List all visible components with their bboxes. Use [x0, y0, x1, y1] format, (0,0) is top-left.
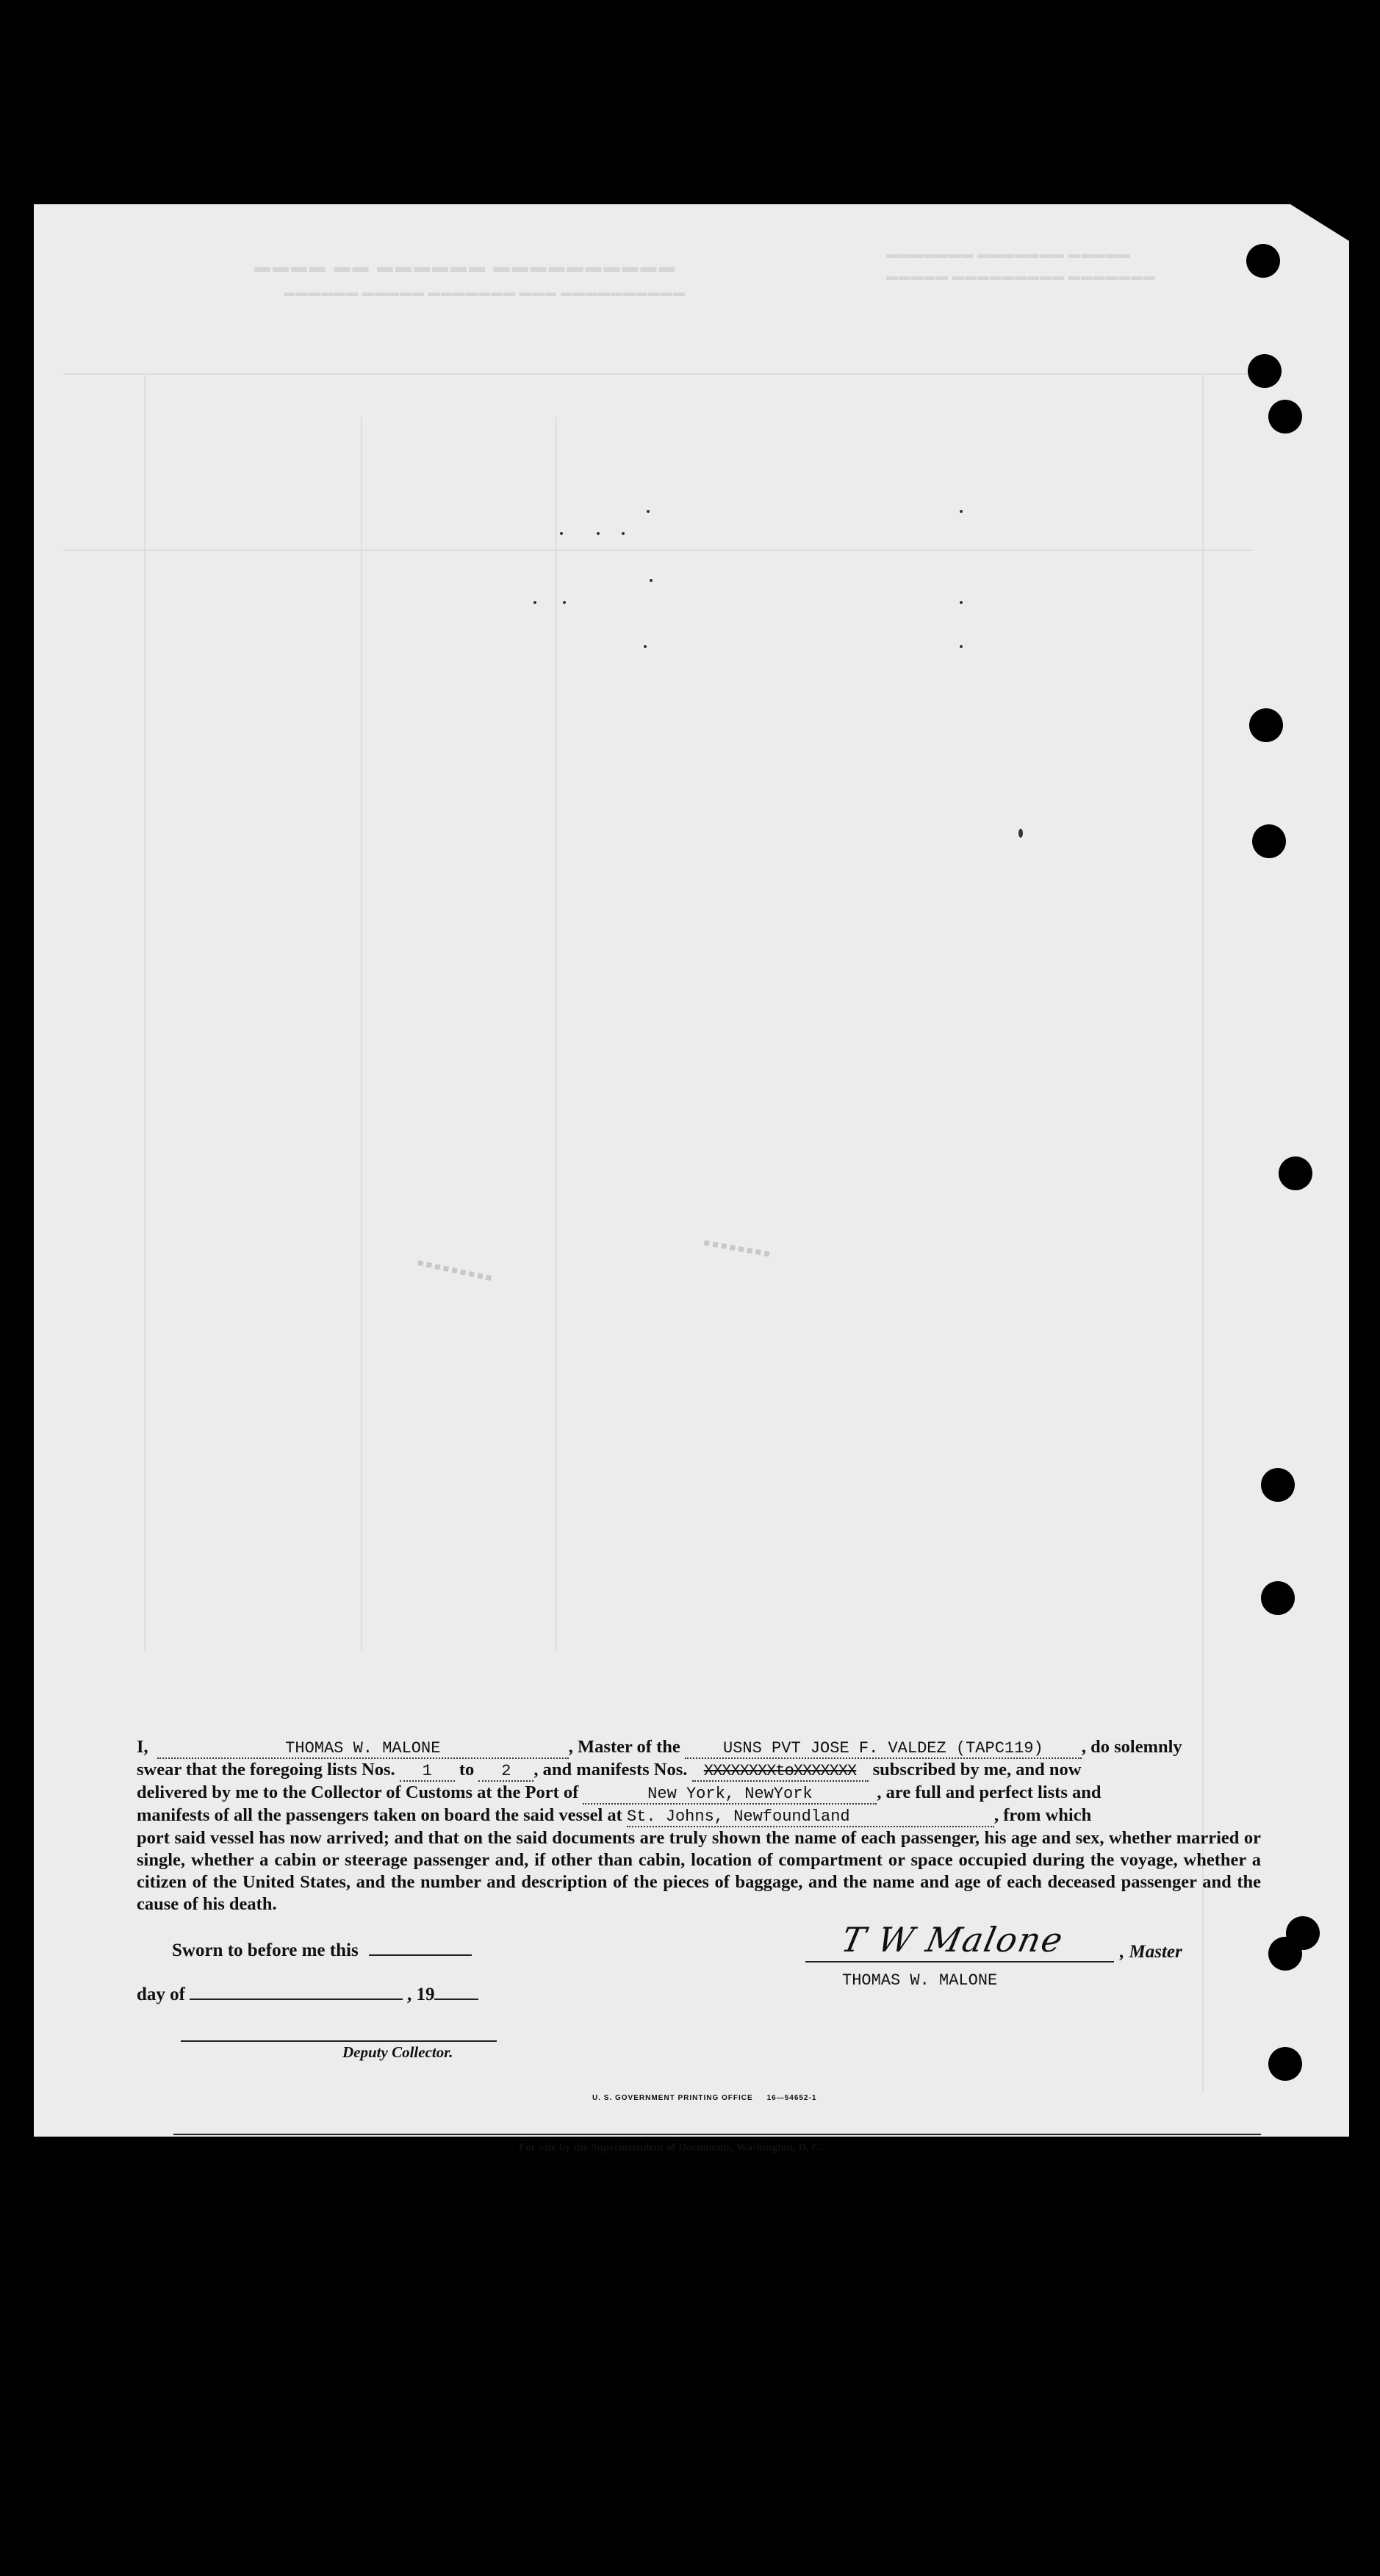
to-text: to	[459, 1760, 475, 1780]
punch-hole	[1249, 708, 1283, 742]
vessel-name-field: USNS PVT JOSE F. VALDEZ (TAPC119)	[685, 1740, 1082, 1759]
manifests-text: , and manifests Nos.	[533, 1760, 688, 1780]
bleed-through-rule	[63, 373, 1254, 375]
master-signature-line	[805, 1961, 1114, 1962]
master-label: , Master	[1120, 1942, 1182, 1962]
master-typed-name: THOMAS W. MALONE	[842, 1971, 998, 1990]
deputy-signature-line	[181, 2040, 497, 2042]
master-signature: T W Malone	[838, 1920, 1068, 1960]
punch-hole	[1246, 244, 1280, 278]
day-of-row	[137, 1985, 478, 2005]
bleed-through-column	[556, 417, 557, 1652]
manifests-struck-field: XXXXXXXXtoXXXXXXX	[692, 1763, 869, 1782]
punch-hole	[1261, 1581, 1295, 1615]
oath-line-3	[137, 1782, 1261, 1805]
oath-intro: I,	[137, 1737, 148, 1757]
faded-stamp: ▪▪▪▪▪▪▪▪	[701, 1234, 773, 1262]
punch-hole	[1261, 1468, 1295, 1502]
from-which-text: , from which	[993, 1805, 1092, 1825]
punch-hole	[1268, 400, 1302, 433]
punch-hole	[1279, 1156, 1312, 1190]
bleed-through-rule	[63, 550, 1254, 551]
punch-hole	[1268, 2047, 1302, 2081]
sworn-row	[172, 1940, 472, 1961]
punch-hole	[1252, 824, 1286, 858]
year-prefix: , 19	[406, 1985, 435, 2004]
manifests-all-text: manifests of all the passengers taken on board the said vessel at	[137, 1805, 622, 1825]
deputy-collector-label: Deputy Collector.	[342, 2043, 453, 2061]
oath-body: port said vessel has now arrived; and that on the said documents are truly shown the name of each passenger, his age and sex, whether married or single, whether a cabin or steerage passenger and, if other than cabin, location of compartment or space occupied during the voyage, whether a citizen of the United States, and the number and description of the pieces of baggage, and the name and age of each deceased passenger and the cause of his death.	[137, 1828, 1261, 1914]
day-of-text: day of	[137, 1985, 185, 2004]
footer-rule	[173, 2134, 1261, 2135]
swear-text: swear that the foregoing lists Nos.	[137, 1760, 395, 1780]
bleed-through-notes-2: ▬▬▬▬▬ ▬▬▬▬▬▬▬▬▬ ▬▬▬▬▬▬▬	[886, 270, 1156, 283]
sworn-blank	[369, 1954, 472, 1956]
document-sheet	[34, 204, 1349, 2154]
oath-line-1	[137, 1736, 1261, 1759]
day-blank	[190, 1998, 403, 2000]
bleed-through-heading: ▬▬▬▬ ▬▬ ▬▬▬▬▬▬ ▬▬▬▬▬▬▬▬▬▬	[254, 257, 678, 276]
printing-office-imprint: U. S. GOVERNMENT PRINTING OFFICE 16—54652-1	[592, 2094, 817, 2102]
oath-paragraph	[137, 1736, 1261, 1915]
solemnly-text: , do solemnly	[1081, 1737, 1182, 1757]
sworn-text: Sworn to before me this	[172, 1940, 359, 1960]
subscribed-text: subscribed by me, and now	[872, 1760, 1082, 1780]
bleed-through-column	[361, 417, 362, 1652]
year-blank	[434, 1998, 478, 2000]
bleed-through-notes: ▬▬▬▬▬▬▬ ▬▬▬▬▬▬▬ ▬▬▬▬▬	[886, 248, 1131, 261]
master-name-field: THOMAS W. MALONE	[157, 1740, 569, 1759]
full-lists-text: , are full and perfect lists and	[877, 1782, 1102, 1802]
for-sale-notice: For sale by the Superintendent of Documents, Washington, D. C.	[519, 2142, 823, 2154]
delivered-text: delivered by me to the Collector of Customs at the Port of	[137, 1782, 579, 1802]
bleed-through-column	[144, 373, 145, 1652]
port-of-arrival-field: New York, NewYork	[583, 1785, 877, 1805]
master-of-text: , Master of the	[568, 1737, 680, 1757]
punch-hole	[1268, 1937, 1302, 1971]
departure-port-field: St. Johns, Newfoundland	[627, 1808, 994, 1827]
folded-corner	[1290, 204, 1349, 241]
signature-block	[137, 1920, 1261, 2082]
bleed-through-subheading: ▬▬▬▬▬▬ ▬▬▬▬▬ ▬▬▬▬▬▬▬ ▬▬▬ ▬▬▬▬▬▬▬▬▬▬	[284, 287, 686, 299]
oath-line-4	[137, 1805, 1261, 1827]
faded-stamp: ▪▪▪▪▪▪▪▪▪	[414, 1254, 495, 1286]
list-from-field: 1	[400, 1763, 455, 1782]
punch-hole	[1248, 354, 1282, 388]
oath-line-2	[137, 1759, 1261, 1782]
list-to-field: 2	[478, 1763, 533, 1782]
